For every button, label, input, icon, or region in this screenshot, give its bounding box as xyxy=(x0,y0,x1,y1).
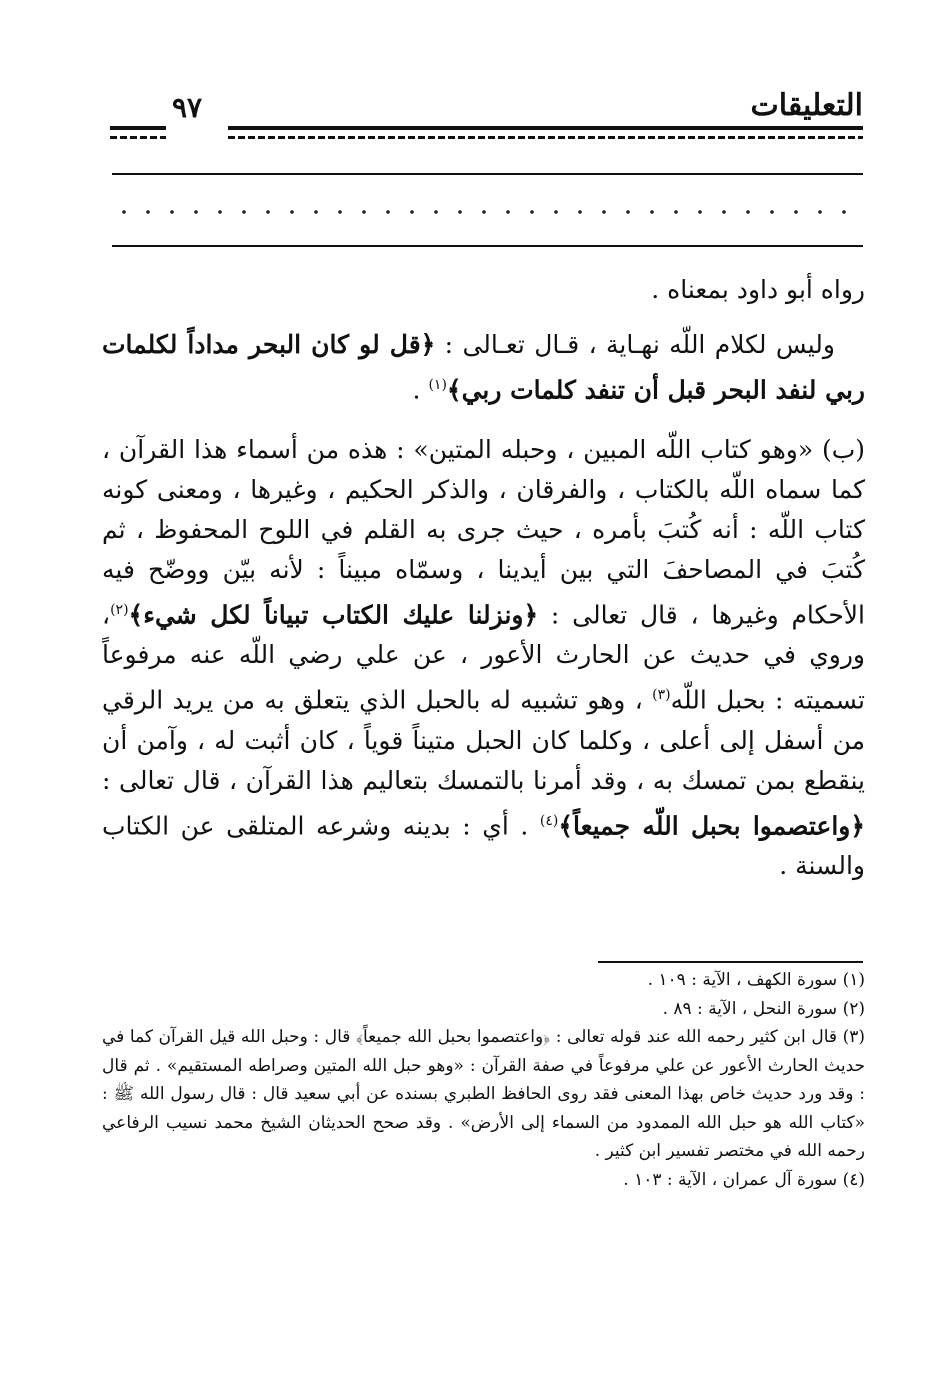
footnote-4: (٤) سورة آل عمران ، الآية : ١٠٣ . xyxy=(623,1169,865,1190)
footnote-1: (١) سورة الكهف ، الآية : ١٠٩ . xyxy=(647,970,865,990)
page-number: ٩٧ xyxy=(172,91,203,124)
footnote-separator xyxy=(598,961,863,963)
header-dashed-rule-left xyxy=(110,136,166,139)
footnote-ref-3: (٣) xyxy=(652,687,671,704)
p2-text-2: ، وروي في حديث عن الحارث الأعور ، عن علي رضي اللّه عنه مرفوعاً تسميته : بحبل اللّه xyxy=(102,600,865,715)
p1-lead: وليس لكلام اللّه نهـاية ، قـال تعـالى : xyxy=(435,330,835,359)
p2-text-4: . أي : بدينه وشرعه المتلقى عن الكتاب والسنة . xyxy=(102,810,865,880)
footnote-2: (٢) سورة النحل ، الآية : ٨٩ . xyxy=(662,998,865,1019)
header-dashed-rule xyxy=(228,136,863,139)
footnote-3: (٣) قال ابن كثير رحمه الله عند قوله تعالى : ﴿واعتصموا بحبل الله جميعاً﴾ قال : وحبل الله قيل القرآن كما في حديث الحارث الأعور عن علي مرفوعاً في صفة القرآن : «وهو حبل الله المتين وصراطه المستقيم» . ثم قال : وقد ورد حديث خاص بهذا المعنى فقد روى الحافظ الطبري بسنده عن أبي سعيد قال : قال رسول الله ﷺ : «كتاب الله هو حبل الله الممدود من السماء إلى الأرض» . وقد صحح الحديثان الشيخ محمد نسيب الرفاعي رحمه الله في مختصر تفسير ابن كثير . xyxy=(102,1027,865,1161)
paragraph-2 xyxy=(102,430,865,886)
bottom-rule xyxy=(112,245,863,247)
footnote-ref-4: (٤) xyxy=(539,812,559,829)
header-rule xyxy=(228,126,863,130)
quran-quote-2: ﴿ونزلنا عليك الكتاب تبياناً لكل شيء﴾ xyxy=(128,600,539,630)
intro-line: رواه أبو داود بمعناه . xyxy=(651,275,865,304)
running-title: التعليقات xyxy=(750,88,863,123)
footnotes xyxy=(102,966,865,1194)
p1-tail: . xyxy=(412,375,429,405)
header-rule-left xyxy=(110,126,166,130)
footnote-ref-1: (١) xyxy=(428,377,447,393)
footnote-ref-2: (٢) xyxy=(110,602,129,618)
paragraph-1 xyxy=(102,325,865,410)
dotted-rule xyxy=(112,208,863,216)
top-rule xyxy=(112,173,863,175)
quran-quote-3: ﴿واعتصموا بحبل اللّه جميعاً﴾ xyxy=(558,810,865,840)
page-header xyxy=(108,86,863,146)
p2-text-1: (ب) «وهو كتاب اللّه المبين ، وحبله المتين» : هذه من أسماء هذا القرآن ، كما سماه اللّه بالكتاب ، والفرقان ، والذكر الحكيم ، وغيرها ، ومعنى كونه كتاب اللّه : أنه كُتبَ بأمره ، حيث جرى به القلم في اللوح المحفوظ ، ثم كُتبَ في المصاحفَ التي بين أيدينا ، وسمّاه مبيناً : لأنه بيّن ووضّح فيه الأحكام وغيرها ، قال تعالى : xyxy=(102,435,865,630)
quran-quote-1: ﴿قل لو كان البحر مداداً لكلمات ربي لنفد البحر قبل أن تنفد كلمات ربي﴾ xyxy=(102,330,865,405)
p2-text-3: ، وهو تشبيه له بالحبل الذي يتعلق به من يريد الرقي من أسفل إلى أعلى ، وكلما كان الحبل متيناً قوياً ، كان أثبت له ، وآمن أن ينقطع بمن تمسك به ، وقد أمرنا بالتمسك بتعاليم هذا القرآن ، قال تعالى : xyxy=(102,685,865,795)
